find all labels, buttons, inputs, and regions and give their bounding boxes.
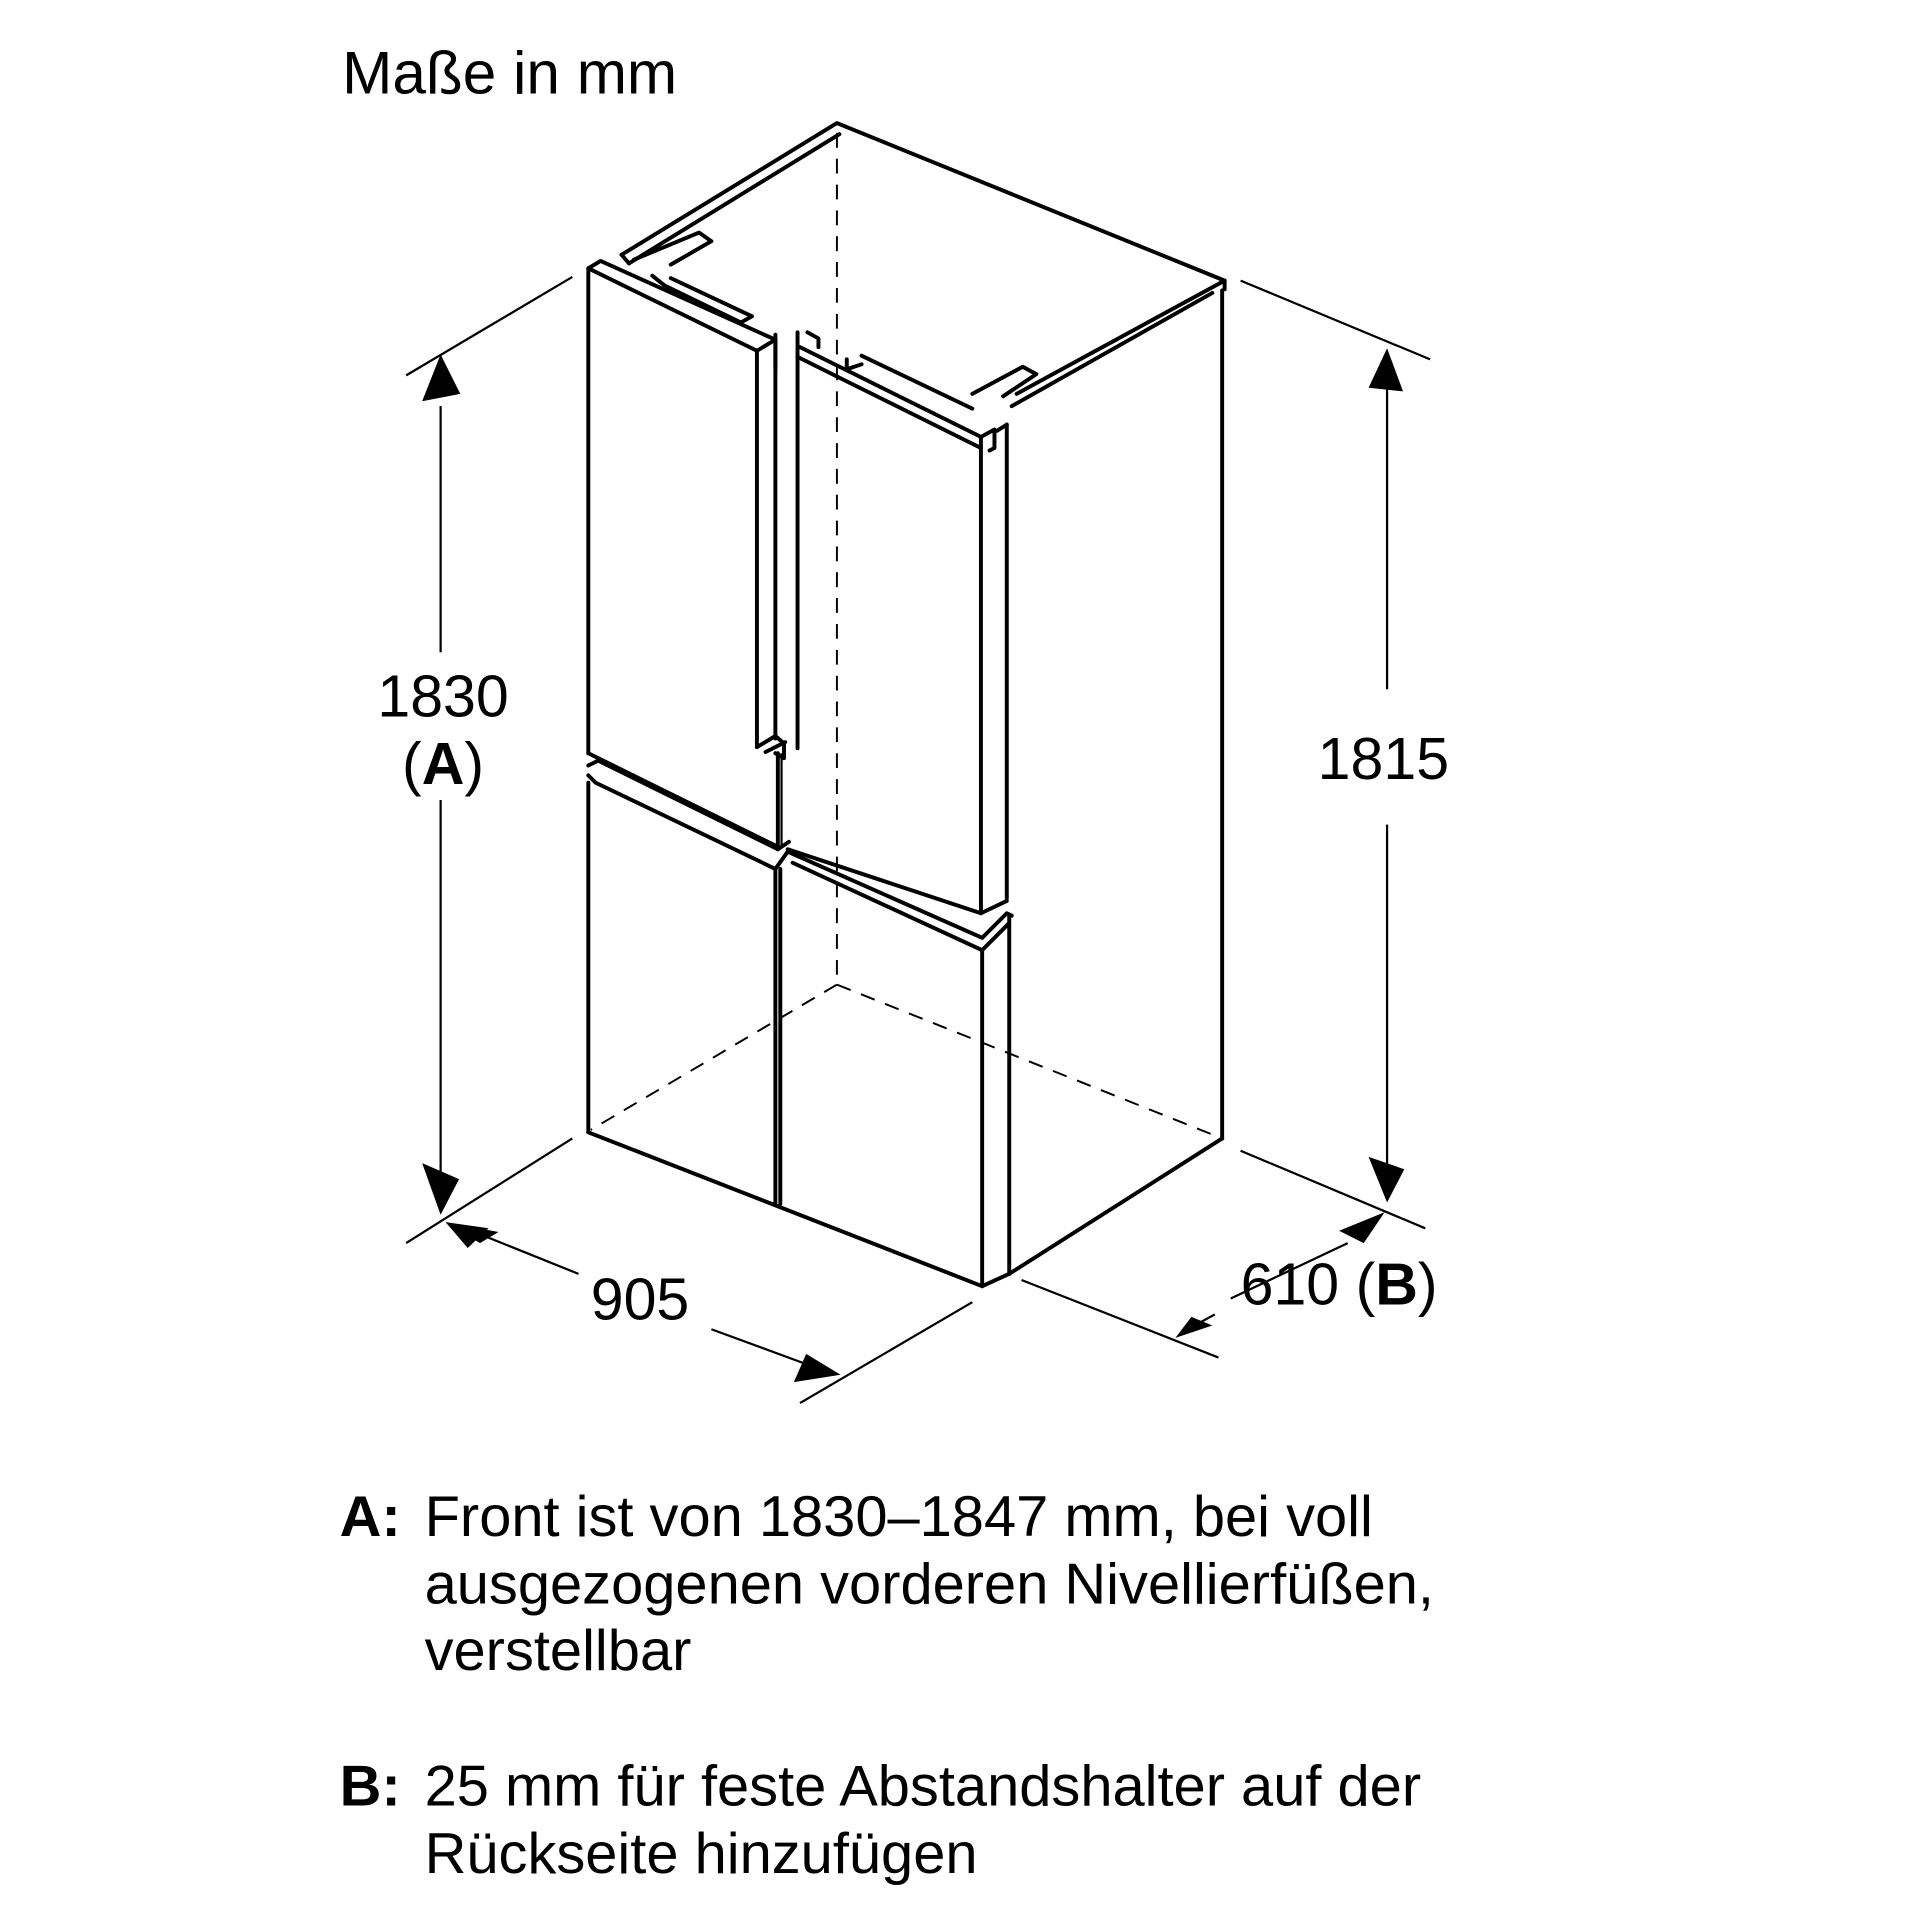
dimension-width (446, 1222, 973, 1403)
height-body-value: 1815 (1317, 726, 1450, 793)
arrow-right-icon (794, 1354, 841, 1382)
arrow-up-icon (1369, 348, 1403, 391)
note-a (340, 1485, 1434, 1683)
note-a-label: A: (339, 1484, 401, 1549)
drawer-divider (588, 761, 1011, 951)
right-upper-door (788, 332, 1007, 913)
note-a-line-3: verstellbar (424, 1619, 692, 1684)
side-panel (982, 281, 1224, 1287)
arrow-down-icon (1369, 1157, 1405, 1203)
width-value: 905 (590, 1266, 690, 1333)
top-surface (622, 123, 1225, 406)
note-b (340, 1755, 1421, 1887)
note-b-line-1: 25 mm für feste Abstandshalter auf der (424, 1754, 1422, 1819)
height-front-ref: (A) (402, 730, 485, 797)
left-upper-door (588, 261, 785, 847)
note-b-line-2: Rückseite hinzufügen (424, 1822, 978, 1887)
height-front-value: 1830 (377, 663, 509, 730)
note-a-line-1: Front ist von 1830–1847 mm, bei voll (424, 1484, 1373, 1549)
dimension-height-body (1241, 281, 1449, 1229)
page-title: Maße in mm (342, 38, 678, 107)
note-b-label: B: (339, 1754, 401, 1819)
fridge-drawing (588, 123, 1224, 1286)
note-a-line-2: ausgezogenen vorderen Nivellierfüßen, (424, 1552, 1435, 1617)
dimension-height-front (377, 277, 572, 1243)
arrow-up-right-icon (1339, 1212, 1385, 1243)
dimension-depth (1022, 1212, 1438, 1357)
depth-value: 610 (B) (1240, 1251, 1438, 1318)
